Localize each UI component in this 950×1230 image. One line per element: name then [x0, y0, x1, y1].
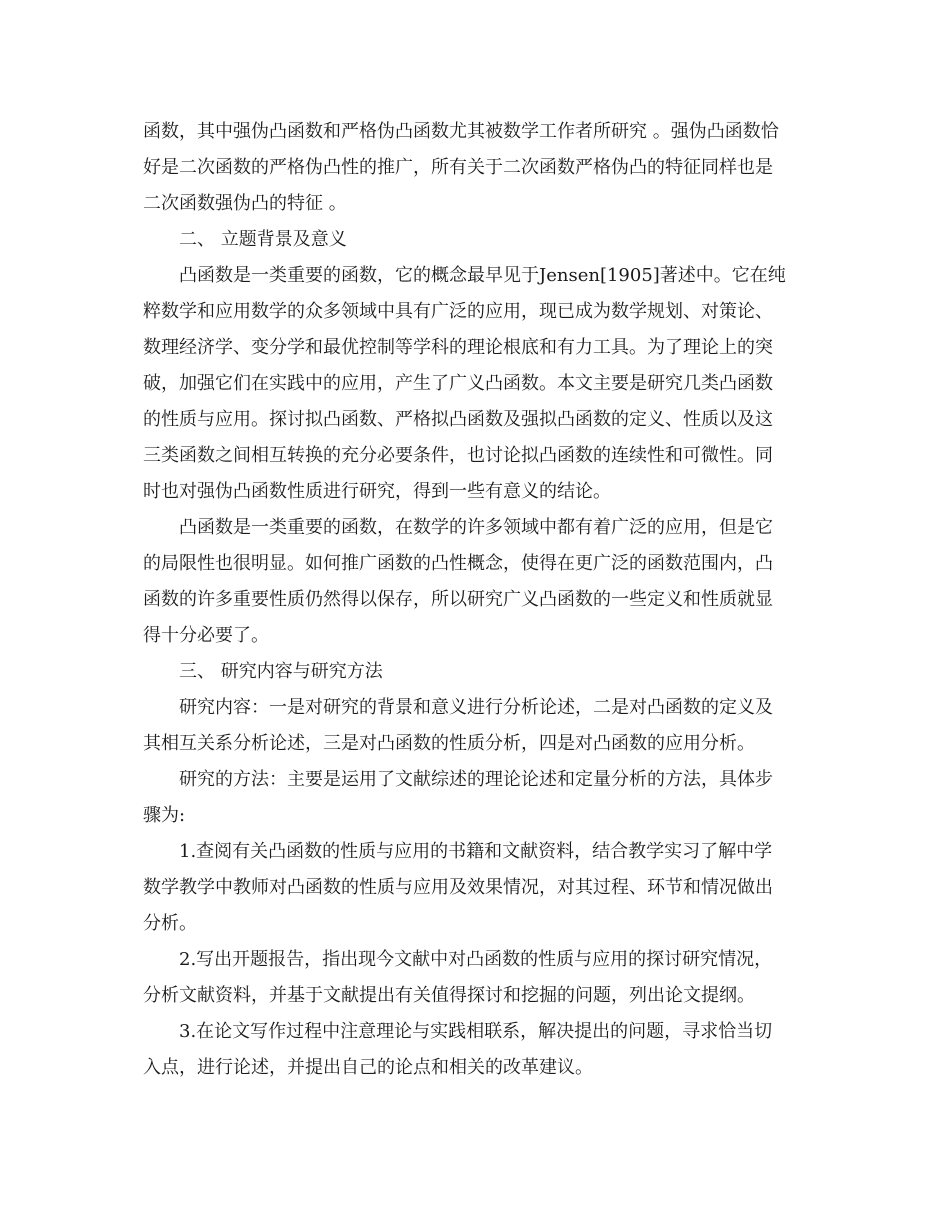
text-line: 分析。	[143, 913, 197, 934]
text-line: 粹数学和应用数学的众多领域中具有广泛的应用，现已成为数学规划、对策论、	[143, 301, 773, 322]
text-line: 其相互关系分析论述，三是对凸函数的性质分析，四是对凸函数的应用分析。	[143, 733, 755, 754]
text-line: 得十分必要了。	[143, 625, 269, 646]
text-line: 入点，进行论述，并提出自己的论点和相关的改革建议。	[143, 1057, 593, 1078]
text-line: 的性质与应用。探讨拟凸函数、严格拟凸函数及强拟凸函数的定义、性质以及这	[143, 409, 773, 430]
text-line: 函数的许多重要性质仍然得以保存，所以研究广义凸函数的一些定义和性质就显	[143, 589, 773, 610]
text-line: 凸函数是一类重要的函数，在数学的许多领域中都有着广泛的应用，但是它	[179, 517, 773, 538]
list-item: 2.写出开题报告，指出现今文献中对凸函数的性质与应用的探讨研究情况，	[179, 949, 773, 970]
text-line: 好是二次函数的严格伪凸性的推广，所有关于二次函数严格伪凸的特征同样也是	[143, 157, 773, 178]
section-heading: 三、 研究内容与研究方法	[179, 661, 383, 682]
section-heading: 二、 立题背景及意义	[179, 229, 347, 250]
text-line: 数理经济学、变分学和最优控制等学科的理论根底和有力工具。为了理论上的突	[143, 337, 773, 358]
text-line: 数学教学中教师对凸函数的性质与应用及效果情况，对其过程、环节和情况做出	[143, 877, 773, 898]
list-item: 1.查阅有关凸函数的性质与应用的书籍和文献资料，结合教学实习了解中学	[179, 841, 773, 862]
text-line: 研究的方法：主要是运用了文献综述的理论论述和定量分析的方法，具体步	[179, 769, 773, 790]
list-item: 3.在论文写作过程中注意理论与实践相联系，解决提出的问题，寻求恰当切	[179, 1021, 773, 1042]
text-line: 三类函数之间相互转换的充分必要条件，也讨论拟凸函数的连续性和可微性。同	[143, 445, 773, 466]
text-line: 二次函数强伪凸的特征 。	[143, 193, 347, 214]
text-line: 破，加强它们在实践中的应用，产生了广义凸函数。本文主要是研究几类凸函数	[143, 373, 773, 394]
text-line: 时也对强伪凸函数性质进行研究，得到一些有意义的结论。	[143, 481, 611, 502]
text-line: 研究内容：一是对研究的背景和意义进行分析论述，二是对凸函数的定义及	[179, 697, 773, 718]
text-line: 骤为:	[143, 805, 186, 826]
text-line: 的局限性也很明显。如何推广函数的凸性概念，使得在更广泛的函数范围内，凸	[143, 553, 773, 574]
text-line: 凸函数是一类重要的函数，它的概念最早见于Jensen[1905]著述中。它在纯	[179, 265, 786, 286]
text-line: 分析文献资料，并基于文献提出有关值得探讨和挖掘的问题，列出论文提纲。	[143, 985, 755, 1006]
text-line: 函数，其中强伪凸函数和严格伪凸函数尤其被数学工作者所研究 。强伪凸函数恰	[143, 121, 779, 142]
